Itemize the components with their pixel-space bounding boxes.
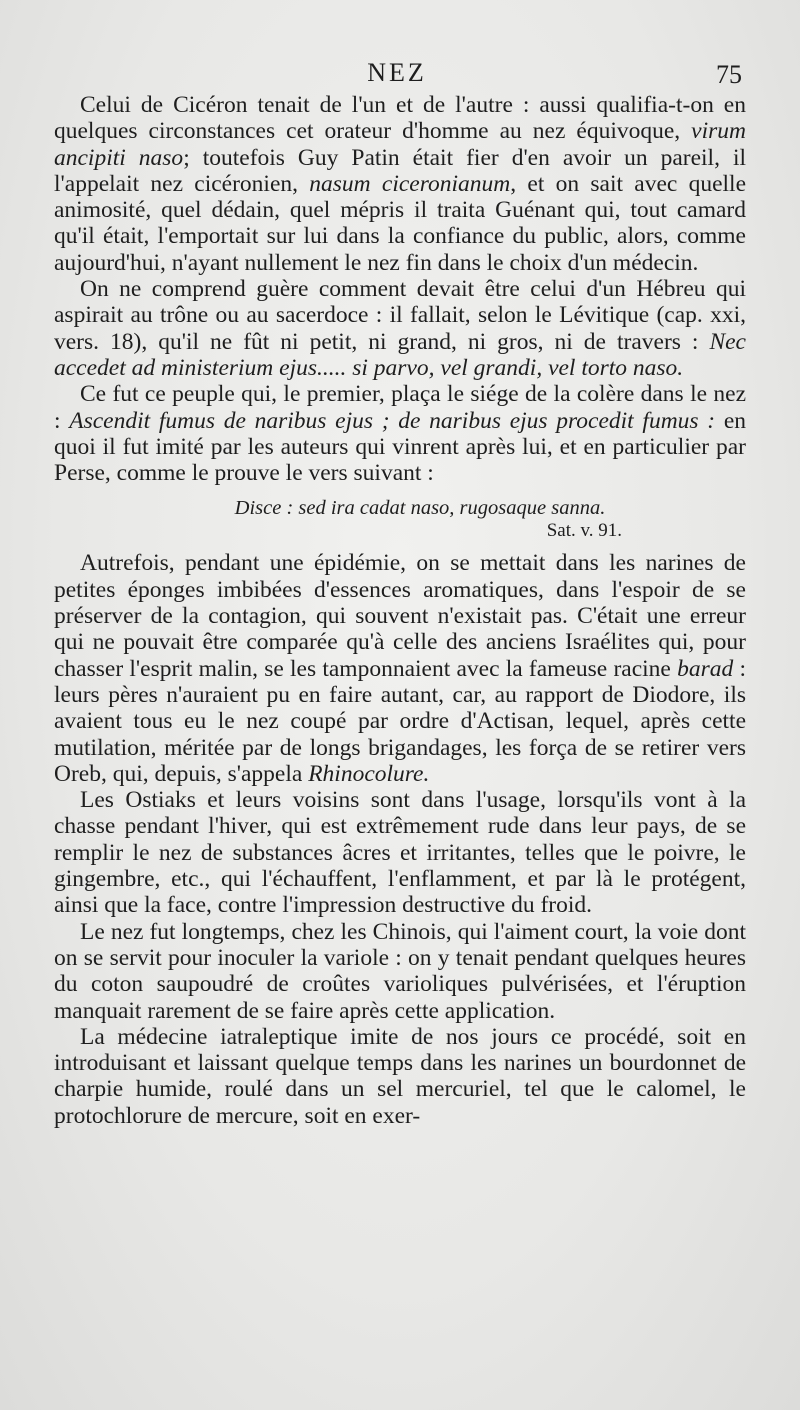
- paragraph-text: On ne comprend guère comment devait être celui d'un Hébreu qui aspirait au trône ou au sacerdoce : il fallait, selon le Lévitique (cap. xxi, vers. 18), qu'il ne fût ni petit, ni grand, ni gros, ni de travers :: [54, 276, 746, 355]
- paragraph-text: Autrefois, pendant une épidémie, on se mettait dans les narines de petites éponges imbibées d'essences aromatiques, dans l'espoir de se préserver de la contagion, qui souvent n'existait pas. C'était une erreur qui ne pouvait être comparée qu'à celle des anciens Israélites qui, pour chasser l'esprit malin, se les tamponnaient avec la fameuse racine: [54, 550, 746, 682]
- paragraphs-after-quote: [54, 550, 746, 1129]
- body-text: [54, 92, 746, 1129]
- paragraphs-before-quote: [54, 92, 746, 486]
- italic-latin-text: nasum ciceronianum: [309, 170, 511, 197]
- italic-latin-text: barad: [677, 655, 734, 682]
- paragraph-text: ; toutefois Guy Patin était fier d'en avoir un pareil, il l'appelait nez cicéronien,: [54, 144, 746, 197]
- paragraph-p7: [54, 1024, 746, 1129]
- paragraph-text: , et on sait avec quelle animosité, quel dédain, quel mépris il traita Guénant qui, tout camard qu'il était, l'emportait sur lui dans la confiance du public, alors, comme aujourd'hui, n'ayant nullement le nez fin dans le choix d'un médecin.: [54, 170, 747, 276]
- italic-latin-text: Ascendit fumus de naribus ejus ; de naribus ejus procedit fumus :: [69, 407, 716, 434]
- paragraph-p2: [54, 276, 746, 381]
- paragraph-text: en quoi il fut imité par les auteurs qui vinrent après lui, et en particulier par Perse, comme le prouve le vers suivant :: [54, 407, 747, 487]
- paragraph-text: Ce fut ce peuple qui, le premier, plaça le siége de la colère dans le nez :: [54, 381, 746, 434]
- paragraph-p3: [54, 381, 746, 486]
- paragraph-p4: [54, 550, 746, 787]
- paragraph-p1: [54, 92, 746, 276]
- paragraph-text: Celui de Cicéron tenait de l'un et de l'autre : aussi qualifia-t-on en quelques circonstances cet orateur d'homme au nez équivoque,: [54, 92, 746, 145]
- paragraph-text: : leurs pères n'auraient pu en faire autant, car, au rapport de Diodore, ils avaient tous eu le nez coupé par ordre d'Actisan, lequel, après cette mutilation, méritée par de longs brigandages, les força de se retirer vers Oreb, qui, depuis, s'appela: [54, 655, 746, 787]
- page-number: 75: [716, 60, 742, 89]
- running-title: NEZ: [367, 58, 427, 87]
- paragraph-text: La médecine iatraleptique imite de nos jours ce procédé, soit en introduisant et laissant quelque temps dans les narines un bourdonnet de charpie humide, roulé dans un sel mercuriel, tel que le calomel, le protochlorure de mercure, soit en exer-: [54, 1023, 746, 1129]
- paragraph-text: Le nez fut longtemps, chez les Chinois, qui l'aiment court, la voie dont on se servit pour inoculer la variole : on y tenait pendant quelques heures du coton saupoudré de croûtes varioliques pulvérisées, et l'éruption manquait rarement de se faire après cette application.: [54, 918, 746, 1024]
- paragraph-p6: [54, 919, 746, 1024]
- paragraph-text: Les Ostiaks et leurs voisins sont dans l'usage, lorsqu'ils vont à la chasse pendant l'hiver, qui est extrêmement rude dans leur pays, de se remplir le nez de substances âcres et irritantes, telles que le poivre, le gingembre, etc., qui l'échauffent, l'enflamment, et par là le protégent, ainsi que la face, contre l'impression destructive du froid.: [54, 787, 746, 919]
- running-head: [52, 58, 742, 94]
- paragraph-p5: [54, 787, 746, 918]
- verse-reference: Sat. v. 91.: [546, 520, 622, 542]
- italic-latin-text: Nec accedet ad ministerium ejus..... si parvo, vel grandi, vel torto naso.: [54, 328, 746, 381]
- italic-latin-text: Rhinocolure.: [308, 760, 430, 787]
- verse-quote: Disce : sed ira cadat naso, rugosaque sanna.: [234, 497, 606, 520]
- italic-latin-text: virum ancipiti naso: [54, 118, 746, 171]
